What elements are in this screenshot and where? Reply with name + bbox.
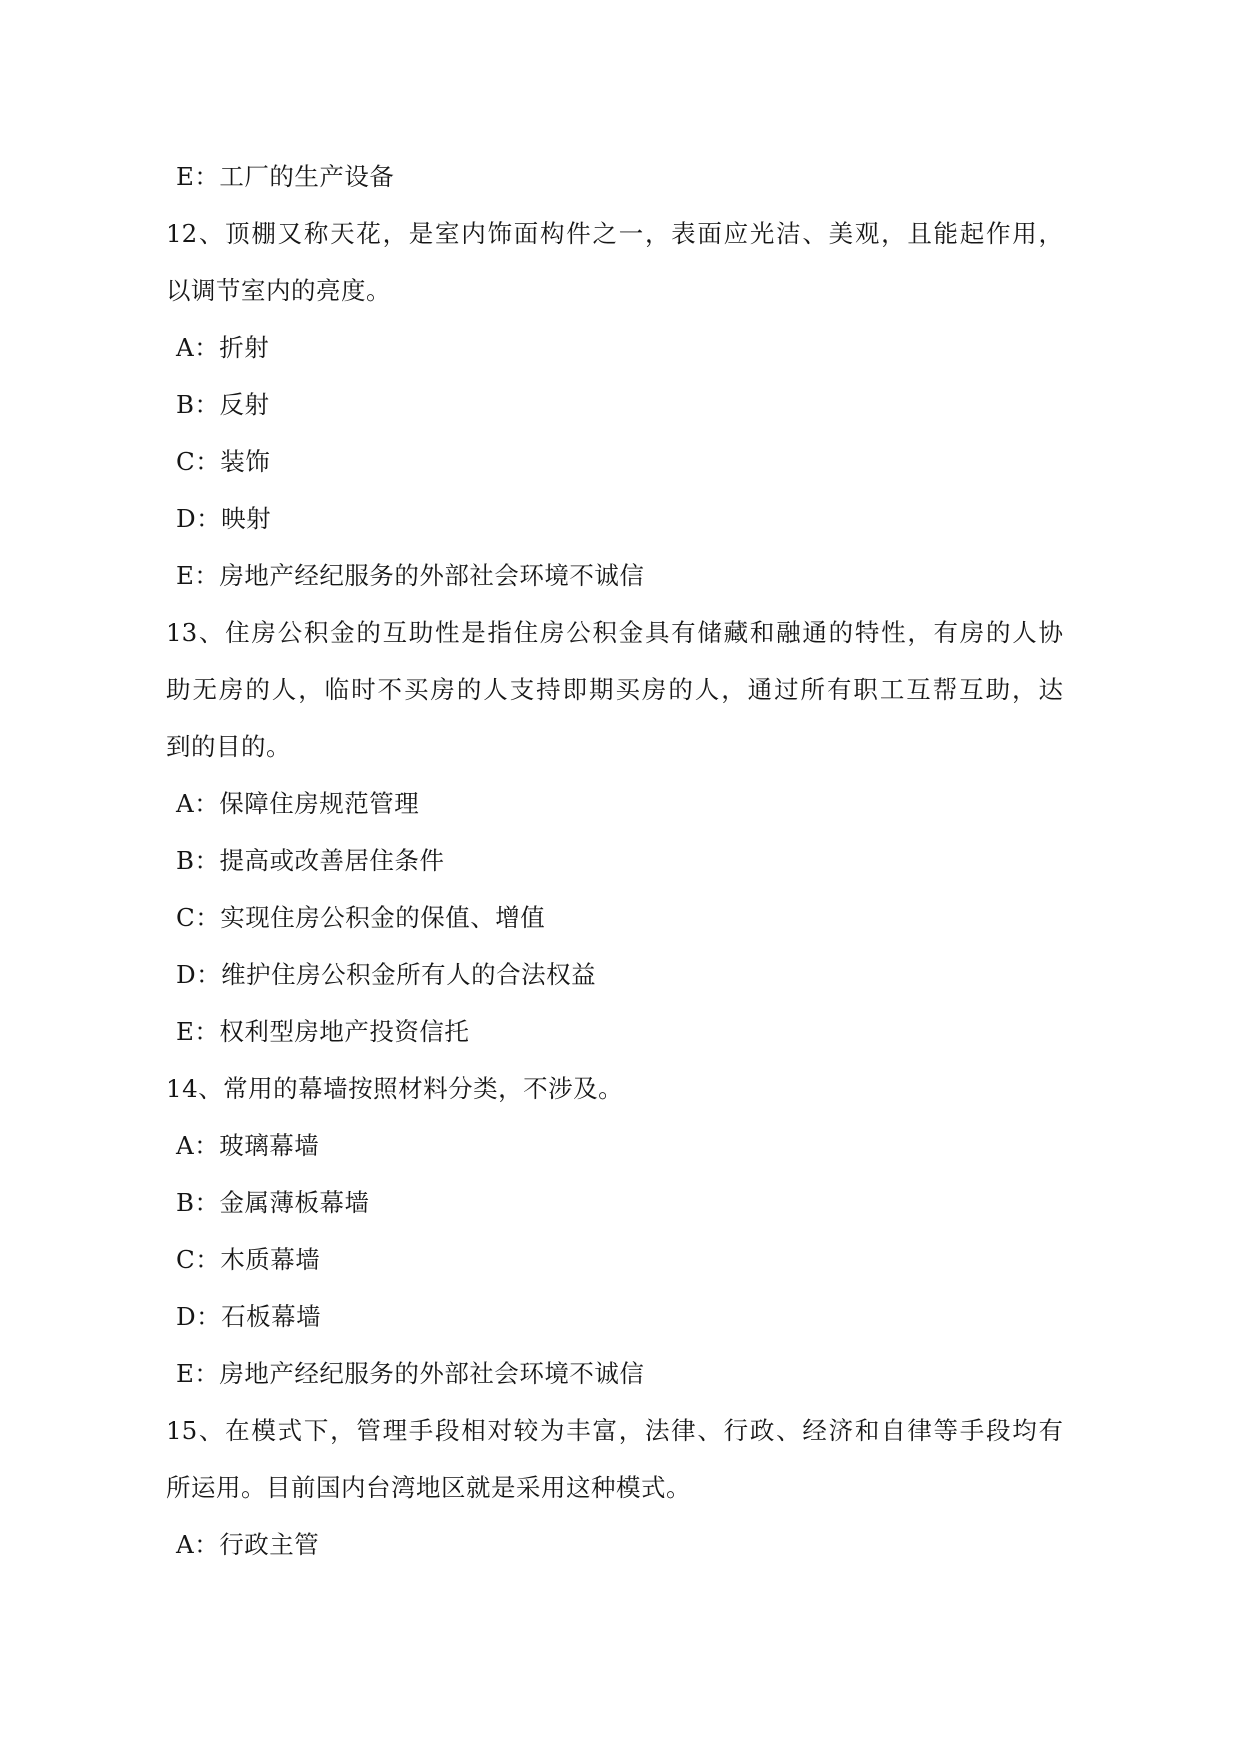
question-13-option-e: E：权利型房地产投资信托	[176, 1017, 470, 1046]
question-14-option-c: C：木质幕墙	[176, 1245, 321, 1274]
question-13-option-d: D：维护住房公积金所有人的合法权益	[176, 960, 597, 989]
question-12-option-a: A：折射	[176, 333, 270, 362]
question-14-option-d: D：石板幕墙	[176, 1302, 322, 1331]
question-13-stem-line-3: 到的目的。	[166, 732, 291, 761]
exam-page-content	[166, 148, 1063, 1573]
question-12-option-e: E：房地产经纪服务的外部社会环境不诚信	[176, 561, 645, 590]
question-12-option-b: B：反射	[176, 390, 270, 419]
question-12-stem-line-2: 以调节室内的亮度。	[166, 276, 391, 305]
prev-question-option-e: E：工厂的生产设备	[176, 162, 395, 191]
question-14-option-b: B：金属薄板幕墙	[176, 1188, 370, 1217]
question-14-option-a: A：玻璃幕墙	[176, 1131, 320, 1160]
question-15-option-a: A：行政主管	[176, 1530, 320, 1559]
question-12-stem-line-1: 12、顶棚又称天花，是室内饰面构件之一，表面应光洁、美观，且能起作用，	[166, 219, 1063, 248]
question-13-option-a: A：保障住房规范管理	[176, 789, 420, 818]
question-12-option-d: D：映射	[176, 504, 272, 533]
question-15-stem-line-1: 15、在模式下，管理手段相对较为丰富，法律、行政、经济和自律等手段均有	[166, 1416, 1063, 1445]
question-13-stem-line-1: 13、住房公积金的互助性是指住房公积金具有储藏和融通的特性，有房的人协	[166, 618, 1063, 647]
question-13-option-b: B：提高或改善居住条件	[176, 846, 445, 875]
question-15-stem-line-2: 所运用。目前国内台湾地区就是采用这种模式。	[166, 1473, 691, 1502]
question-13-option-c: C：实现住房公积金的保值、增值	[176, 903, 546, 932]
question-14-stem-line-1: 14、常用的幕墙按照材料分类，不涉及。	[166, 1074, 624, 1103]
question-13-stem-line-2: 助无房的人，临时不买房的人支持即期买房的人，通过所有职工互帮互助，达	[166, 675, 1063, 704]
question-12-option-c: C：装饰	[176, 447, 271, 476]
question-14-option-e: E：房地产经纪服务的外部社会环境不诚信	[176, 1359, 645, 1388]
